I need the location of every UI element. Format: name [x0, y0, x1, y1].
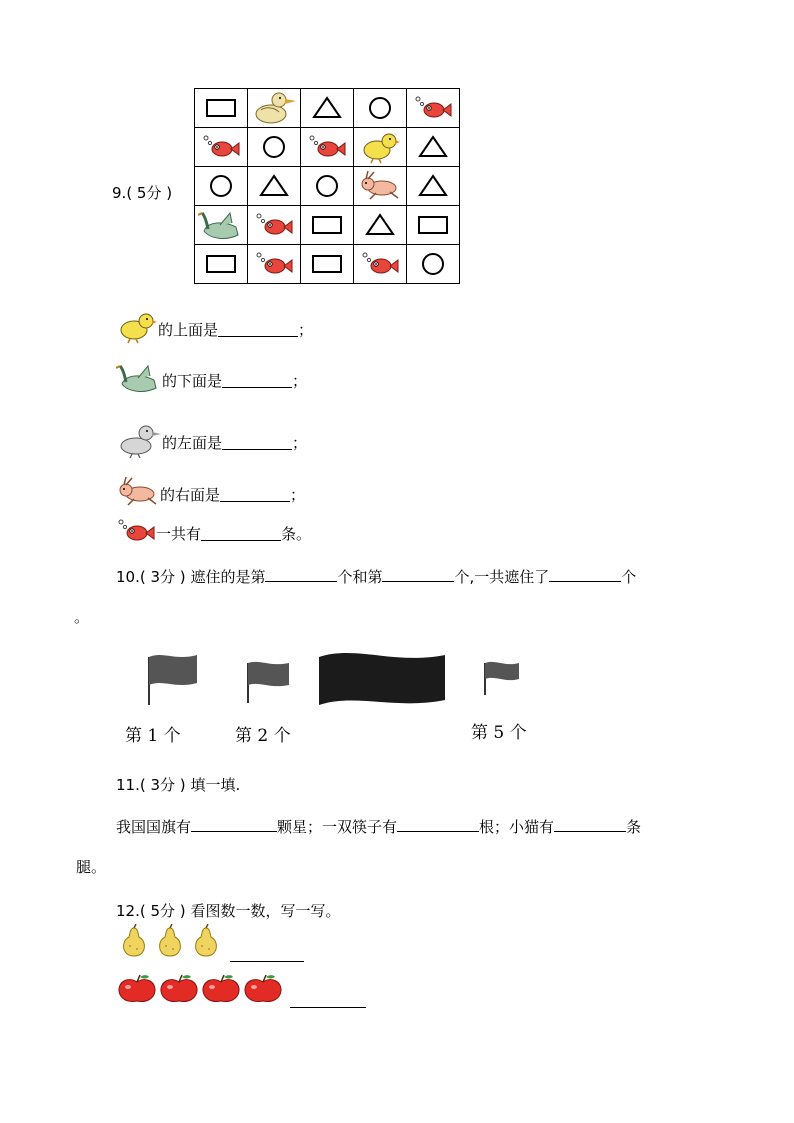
q11-text-2: 颗星；一双筷子有 [277, 818, 398, 836]
pear-icon [152, 924, 188, 962]
fish-icon [301, 134, 353, 160]
q11-text-3: 根；小猫有 [479, 818, 555, 836]
flag-label-1: 第 1 个 [125, 726, 181, 746]
q10-text-1: 遮住的是第 [190, 568, 266, 586]
q11-question [116, 816, 641, 837]
q11-blank-2[interactable] [397, 817, 479, 832]
grid-cell [407, 245, 460, 284]
triangle-icon [301, 95, 353, 121]
grid-cell [195, 245, 248, 284]
fish-icon [354, 251, 406, 277]
grid-cell [407, 167, 460, 206]
circle-icon [195, 173, 247, 199]
q9-line-end: ； [290, 485, 306, 504]
rectangle-icon [301, 214, 353, 236]
q9-line-4 [116, 476, 305, 512]
goose-icon [195, 207, 247, 243]
q9-line-text: 一共有 [156, 524, 202, 543]
grid-cell [248, 245, 301, 284]
q11-header [116, 774, 240, 795]
triangle-icon [407, 134, 459, 160]
rabbit-icon [354, 170, 406, 202]
q10-end: 。 [74, 608, 90, 626]
fish-icon [116, 518, 156, 548]
triangle-icon [407, 173, 459, 199]
q9-answer-blank[interactable] [222, 373, 292, 388]
grid-cell [354, 245, 407, 284]
q9-line-text: 的右面是 [160, 485, 221, 504]
shape-grid [194, 88, 460, 284]
circle-icon [301, 173, 353, 199]
grid-cell [195, 167, 248, 206]
q9-line-end: ； [292, 371, 308, 390]
apple-icon [242, 974, 284, 1008]
grid-row [195, 167, 460, 206]
q10-question [116, 566, 636, 587]
triangle-icon [248, 173, 300, 199]
q12-title: 看图数一数，写一写。 [190, 902, 341, 920]
q12-header [116, 900, 340, 921]
chick-icon [116, 310, 158, 348]
pear-icon [188, 924, 224, 962]
grid-cell [407, 89, 460, 128]
pear-count-blank[interactable] [230, 947, 304, 962]
q11-title: 填一填. [190, 776, 241, 794]
grid-cell [354, 167, 407, 206]
flag-label-5: 第 5 个 [471, 723, 527, 743]
q9-line-end: ； [292, 433, 308, 452]
q10-blank-2[interactable] [382, 567, 454, 582]
q9-score: ( 5分 ) [126, 184, 173, 202]
q9-line-end: 条。 [281, 524, 312, 543]
q9-line-end: ； [298, 320, 314, 339]
circle-icon [248, 134, 300, 160]
duck-icon [116, 422, 162, 462]
flag-1-icon [149, 655, 197, 705]
q9-line-text: 的下面是 [162, 371, 223, 390]
goose-icon [116, 360, 162, 400]
grid-cell [354, 128, 407, 167]
rectangle-icon [195, 97, 247, 119]
apples-row [116, 974, 366, 1008]
q10-label: 10. [116, 568, 140, 586]
q11-score: ( 3分 ) [139, 776, 186, 794]
rectangle-icon [301, 253, 353, 275]
grid-cell [407, 128, 460, 167]
grid-cell [195, 89, 248, 128]
grid-row [195, 245, 460, 284]
q10-blank-3[interactable] [549, 567, 621, 582]
circle-icon [407, 251, 459, 277]
q12-score: ( 5分 ) [139, 902, 186, 920]
q9-answer-blank[interactable] [222, 435, 292, 450]
q9-line-5 [116, 518, 311, 548]
q11-blank-3[interactable] [554, 817, 626, 832]
rabbit-icon [116, 476, 160, 512]
grid-cell [354, 206, 407, 245]
grid-cell [195, 206, 248, 245]
q10-score: ( 3分 ) [139, 568, 186, 586]
q10-blank-1[interactable] [265, 567, 337, 582]
grid-row [195, 206, 460, 245]
grid-cell [248, 167, 301, 206]
rectangle-icon [195, 253, 247, 275]
q9-line-1 [116, 310, 313, 348]
fish-icon [195, 134, 247, 160]
q9-answer-blank[interactable] [220, 487, 290, 502]
grid-cell [301, 167, 354, 206]
covered-flag-icon [319, 653, 445, 705]
q9-line-2 [116, 360, 307, 400]
grid-cell [301, 206, 354, 245]
q11-end: 腿。 [76, 858, 107, 876]
apple-icon [200, 974, 242, 1008]
q10-text-3: 个,一共遮住了 [454, 568, 550, 586]
q11-text-4: 条 [626, 818, 642, 836]
q11-text-1: 我国国旗有 [116, 818, 192, 836]
grid-cell [407, 206, 460, 245]
fish-icon [248, 212, 300, 238]
grid-cell [248, 128, 301, 167]
grid-row [195, 128, 460, 167]
grid-cell [301, 89, 354, 128]
q9-label: 9. [112, 184, 127, 202]
grid-cell [301, 245, 354, 284]
grid-cell [248, 89, 301, 128]
q9-answer-blank[interactable] [201, 526, 281, 541]
pear-icon [116, 924, 152, 962]
q11-label: 11. [116, 776, 140, 794]
grid-cell [248, 206, 301, 245]
apple-icon [116, 974, 158, 1008]
grid-cell [301, 128, 354, 167]
rectangle-icon [407, 214, 459, 236]
q9-answer-blank[interactable] [218, 322, 298, 337]
fish-icon [248, 251, 300, 277]
chick-icon [354, 130, 406, 164]
flag-5-icon [485, 662, 519, 695]
q9-number [112, 182, 172, 203]
flag-2-icon [248, 662, 289, 703]
pears-row [116, 928, 304, 962]
apple-count-blank[interactable] [290, 993, 366, 1008]
q9-line-3 [116, 422, 307, 462]
apple-icon [158, 974, 200, 1008]
q9-line-text: 的左面是 [162, 433, 223, 452]
q9-line-text: 的上面是 [158, 320, 219, 339]
q10-text-2: 个和第 [337, 568, 383, 586]
circle-icon [354, 95, 406, 121]
flags-figure [115, 645, 535, 755]
grid-cell [195, 128, 248, 167]
flag-label-2: 第 2 个 [235, 726, 291, 746]
q12-label: 12. [116, 902, 140, 920]
triangle-icon [354, 212, 406, 238]
grid-cell [354, 89, 407, 128]
q11-blank-1[interactable] [191, 817, 277, 832]
fish-icon [407, 95, 459, 121]
duck-icon [248, 90, 300, 126]
grid-row [195, 89, 460, 128]
q10-text-4: 个 [621, 568, 637, 586]
